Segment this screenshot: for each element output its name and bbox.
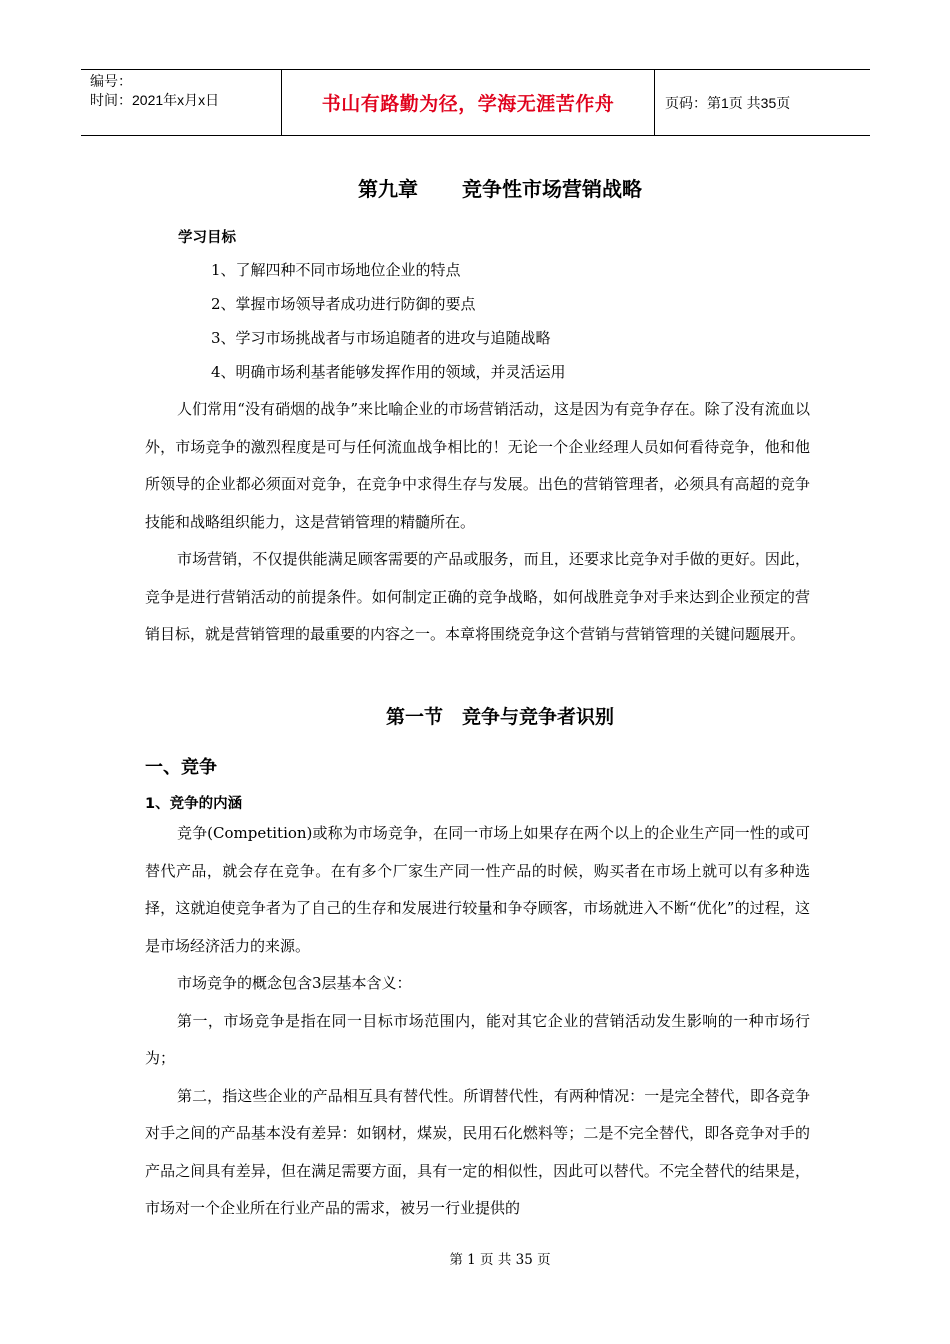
intro-paragraph: 市场营销，不仅提供能满足顾客需要的产品或服务，而且，还要求比竞争对手做的更好。因此，竞争是进行营销活动的前提条件。如何制定正确的竞争战略，如何战胜竞争对手来达到企业预定的营销目标，就是营销管理的最重要的内容之一。本章将围绕竞争这个营销与营销管理的关键问题展开。 [145,550,810,643]
header-motto: 书山有路勤为径，学海无涯苦作舟 [282,70,655,135]
page-footer: 第 1 页 共 35 页 [449,1252,551,1268]
document-time-label: 时间：2021年x月x日 [90,92,220,108]
chapter-number: 第九章 [358,177,418,201]
section-body [145,815,810,1228]
header-page-label: 页码：第1页 共35页 [665,94,791,111]
objective-item: 2、掌握市场领导者成功进行防御的要点 [211,295,476,313]
objective-item: 1、了解四种不同市场地位企业的特点 [211,261,461,279]
document-number-label: 编号： [90,73,132,89]
learning-objectives-list [211,256,566,392]
learning-objectives-heading: 学习目标 [178,230,236,246]
intro-paragraph: 人们常用“没有硝烟的战争”来比喻企业的市场营销活动，这是因为有竞争存在。除了没有流血以外，市场竞争的激烈程度是可与任何流血战争相比的！无论一个企业经理人员如何看待竞争，他和他所领导的企业都必须面对竞争，在竞争中求得生存与发展。出色的营销管理者，必须具有高超的竞争技能和战略组织能力，这是营销管理的精髓所在。 [145,400,810,531]
header-meta [81,70,282,135]
section-title: 第一节 竞争与竞争者识别 [385,706,614,728]
body-paragraph: 第二，指这些企业的产品相互具有替代性。所谓替代性，有两种情况：一是完全替代，即各竞争对手之间的产品基本没有差异：如钢材，煤炭，民用石化燃料等；二是不完全替代，即各竞争对手的产品之间具有差异，但在满足需要方面，具有一定的相似性，因此可以替代。不完全替代的结果是，市场对一个企业所在行业产品的需求，被另一行业提供的 [145,1086,810,1217]
body-paragraph: 市场竞争的概念包含3层基本含义： [177,974,412,992]
subsubsection-heading: 1、竞争的内涵 [145,796,243,812]
chapter-name: 竞争性市场营销战略 [462,177,642,201]
page-header [81,69,870,136]
objective-item: 4、明确市场利基者能够发挥作用的领域，并灵活运用 [211,363,566,381]
body-paragraph: 竞争(Competition)或称为市场竞争，在同一市场上如果存在两个以上的企业生产同一性的或可替代产品，就会存在竞争。在有多个厂家生产同一性产品的时候，购买者在市场上就可以有多种选择，这就迫使竞争者为了自己的生存和发展进行较量和争夺顾客，市场就进入不断“优化”的过程，这是市场经济活力的来源。 [145,824,810,955]
chapter-title [0,173,950,202]
subsection-heading: 一、竞争 [145,757,217,778]
intro-block [145,391,810,654]
objective-item: 3、学习市场挑战者与市场追随者的进攻与追随战略 [211,329,551,347]
body-paragraph: 第一，市场竞争是指在同一目标市场范围内，能对其它企业的营销活动发生影响的一种市场行为； [145,1011,810,1067]
